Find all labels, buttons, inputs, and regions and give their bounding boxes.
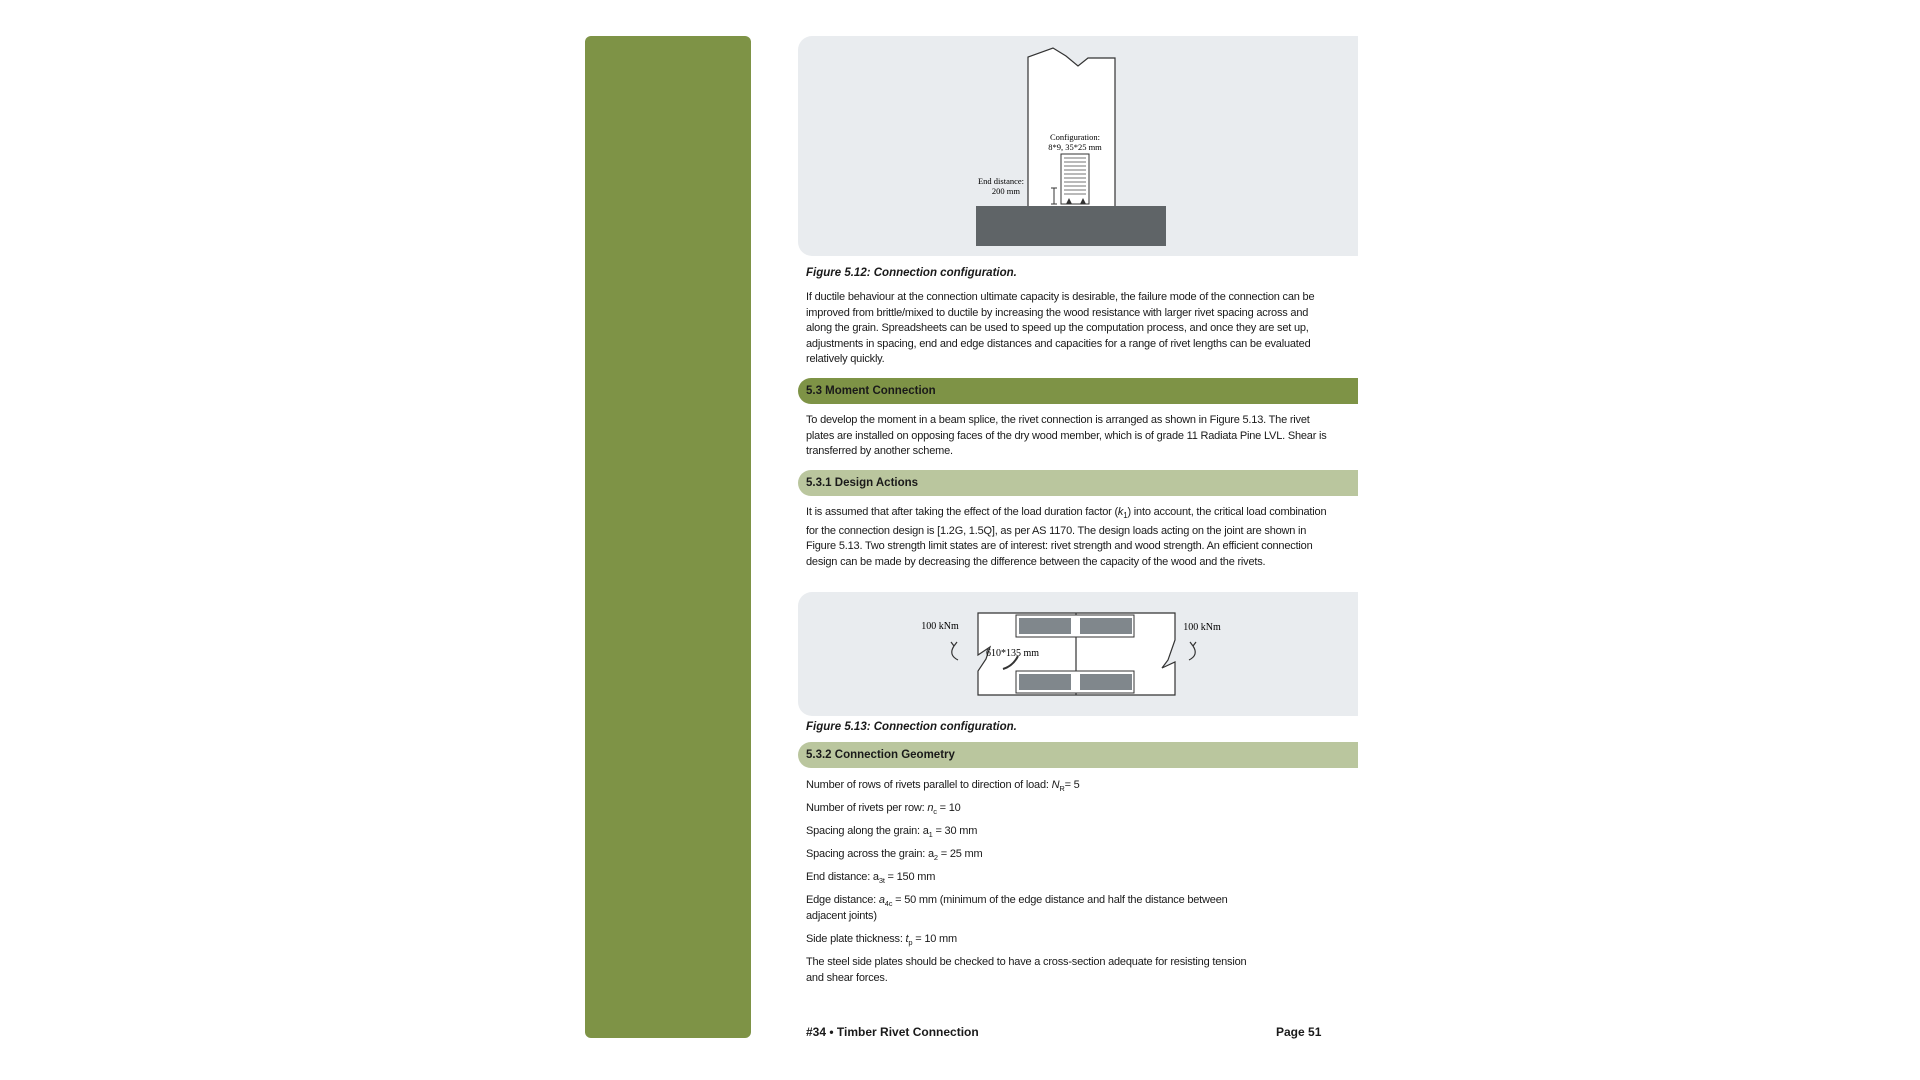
config-label: Configuration: [1049, 132, 1101, 142]
geometry-edge-continuation: adjacent joints) [806, 910, 877, 922]
geometry-per-row-value: = 10 [936, 802, 961, 814]
footer-number: #34 [806, 1025, 827, 1039]
section-5-3-2-heading: 5.3.2 Connection Geometry [798, 742, 1358, 768]
end-distance-label: End distance: [977, 176, 1024, 186]
geometry-rows-value: = 5 [1064, 779, 1080, 791]
geometry-end-label: End distance: [806, 871, 873, 883]
geometry-rows [806, 779, 1080, 793]
geometry-end-distance [806, 871, 935, 885]
figure-5-13-caption: Figure 5.13: Connection configuration. [806, 721, 1017, 733]
section-5-3-heading: 5.3 Moment Connection [798, 378, 1358, 404]
bottom-rivet-group-right [1080, 674, 1132, 690]
geometry-plate-label: Side plate thickness: [806, 933, 906, 945]
geometry-per-row-label: Number of rivets per row: [806, 802, 928, 814]
geometry-note-line-1: The steel side plates should be checked to have a cross-section adequate for resisting tension [806, 956, 1247, 968]
rivet-plate [1061, 154, 1089, 204]
para3-subscript: 1 [1123, 511, 1128, 521]
foundation-block [976, 206, 1166, 246]
figure-5-12-caption: Figure 5.12: Connection configuration. [806, 267, 1017, 279]
geometry-side-plate [806, 933, 957, 947]
geometry-along-grain [806, 825, 977, 839]
geometry-along-symbol: a [922, 825, 929, 837]
top-rivet-group-left [1019, 618, 1071, 634]
plate-size-label: 610*135 mm [986, 648, 1040, 659]
sidebar-band [585, 36, 751, 1038]
footer-page-number: Page 51 [1276, 1025, 1322, 1039]
para3-text-end: ) into account, the critical load combination for the connection design is [1.2G, 1.5Q], as per AS 1170. The design loads acting on the joint are shown in Figure 5.13. Two strength limit states are of interest: rivet strength and wood strength. An efficient connection design can be made by decreasing the difference between the capacity of the wood and the rivets. [806, 506, 1327, 568]
footer-title-text: Timber Rivet Connection [836, 1025, 979, 1039]
geometry-across-value: = 25 mm [937, 848, 983, 860]
figure-5-13-drawing [798, 592, 1358, 716]
moment-left-label: 100 kNm [921, 621, 959, 632]
geometry-rows-symbol: N [1051, 779, 1060, 791]
geometry-edge-label: Edge distance: [806, 894, 879, 906]
moment-arrow-left-icon [952, 646, 958, 660]
paragraph-design-actions [806, 505, 1336, 570]
geometry-across-symbol: a [927, 848, 934, 860]
geometry-edge-distance [806, 894, 1228, 908]
figure-5-12-drawing [798, 36, 1358, 256]
geometry-plate-symbol: t [905, 933, 909, 945]
geometry-per-row [806, 802, 961, 816]
end-distance-value: 200 mm [991, 186, 1020, 196]
geometry-edge-value: = 50 mm (minimum of the edge distance and half the distance between [892, 894, 1228, 906]
para3-symbol: k [1117, 506, 1124, 518]
geometry-end-symbol: a [872, 871, 879, 883]
moment-arrowhead-left-icon [951, 642, 957, 646]
geometry-across-subscript: 2 [933, 853, 938, 863]
moment-arrowhead-right-icon [1190, 642, 1196, 646]
geometry-rows-label: Number of rows of rivets parallel to direction of load: [806, 779, 1052, 791]
geometry-rows-subscript: R [1059, 784, 1065, 794]
geometry-note-line-2: and shear forces. [806, 972, 888, 984]
figure-5-12 [798, 36, 1358, 256]
moment-right-label: 100 kNm [1183, 622, 1221, 633]
footer-title [806, 1025, 979, 1039]
geometry-edge-symbol: a [878, 894, 885, 906]
config-value: 8*9, 35*25 mm [1048, 142, 1102, 152]
geometry-end-subscript: 3t [878, 876, 885, 886]
moment-arrow-right-icon [1189, 646, 1195, 660]
geometry-per-row-subscript: c [933, 807, 937, 817]
geometry-along-label: Spacing along the grain: [806, 825, 923, 837]
geometry-edge-subscript: 4c [884, 899, 893, 909]
section-5-3-1-heading: 5.3.1 Design Actions [798, 470, 1358, 496]
geometry-across-label: Spacing across the grain: [806, 848, 928, 860]
geometry-along-subscript: 1 [928, 830, 933, 840]
geometry-per-row-symbol: n [927, 802, 934, 814]
para3-text-start: It is assumed that after taking the effect of the load duration factor ( [806, 506, 1118, 518]
geometry-end-value: = 150 mm [884, 871, 936, 883]
geometry-plate-value: = 10 mm [912, 933, 957, 945]
figure-5-13 [798, 592, 1358, 716]
geometry-plate-subscript: p [908, 938, 913, 948]
top-rivet-group-right [1080, 618, 1132, 634]
geometry-across-grain [806, 848, 982, 862]
paragraph-ductile: If ductile behaviour at the connection ultimate capacity is desirable, the failure mode of the connection can be improved from brittle/mixed to ductile by increasing the wood resistance with larger rivet spacing across and along the grain. Spreadsheets can be used to speed up the computation process, and once they are set up, adjustments in spacing, end and edge distances and capacities for a range of rivet lengths can be evaluated relatively quickly. [806, 291, 1315, 365]
geometry-along-value: = 30 mm [932, 825, 978, 837]
paragraph-moment: To develop the moment in a beam splice, the rivet connection is arranged as shown in Figure 5.13. The rivet plates are installed on opposing faces of the dry wood member, which is of grade 11 Radiata Pine LVL. Shear is transferred by another scheme. [806, 414, 1327, 457]
bottom-rivet-group-left [1019, 674, 1071, 690]
footer-bullet: • [829, 1025, 834, 1039]
